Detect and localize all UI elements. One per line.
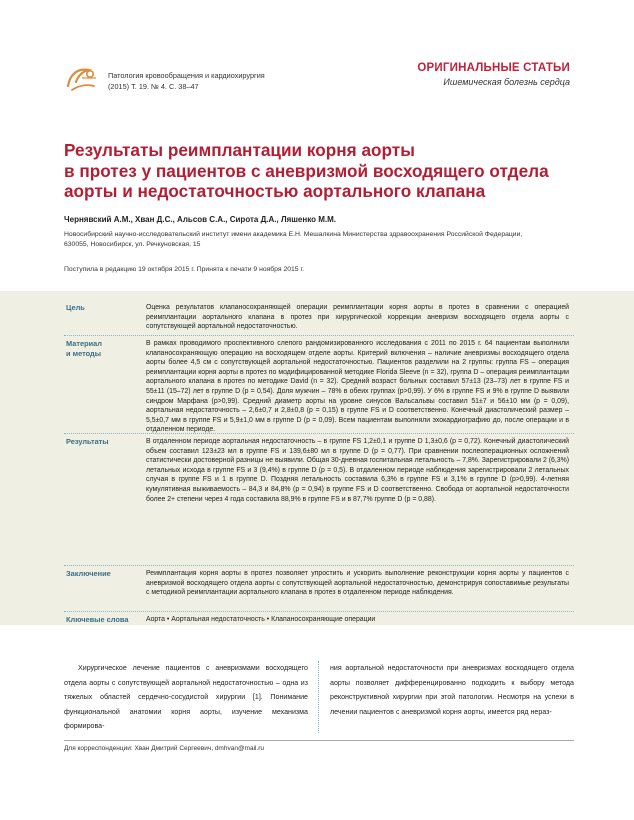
goal-label: Цель bbox=[66, 303, 85, 312]
methods-label-line: и методы bbox=[66, 349, 102, 358]
keywords-label: Ключевые слова bbox=[66, 615, 129, 624]
section-subtitle: Ишемическая болезнь сердца bbox=[443, 77, 570, 87]
affiliation-line: Новосибирский научно-исследовательский институт имени академика Е.Н. Мешалкина Министерства здравоохранения Российской Федерации, bbox=[64, 231, 523, 238]
divider bbox=[64, 611, 574, 612]
divider bbox=[64, 335, 574, 336]
keywords-text: Аорта • Аортальная недостаточность • Клапаносохраняющие операции bbox=[146, 616, 376, 623]
footnote-rule bbox=[64, 740, 574, 741]
body-column-left bbox=[64, 661, 308, 734]
journal-volume: (2015) Т. 19. № 4. С. 38–47 bbox=[108, 82, 199, 91]
section-title: ОРИГИНАЛЬНЫЕ СТАТЬИ bbox=[417, 62, 570, 74]
abstract-box bbox=[0, 291, 634, 625]
title-line: Результаты реимплантации корня аорты bbox=[64, 140, 415, 160]
article-title bbox=[64, 140, 584, 202]
results-text: В отдаленном периоде аортальная недостаточность – в группе FS 1,2±0,1 и группе D 1,3±0,6 (p = 0,72). Конечный диастолический объем составил 123±23 мл в группе FS и 139,6±80 мл в группе D (p = 0,77). При сравнении послеоперационных осложнений статистически достоверной разницы не выявили. Общая 30-дневная госпитальная летальность – 7,8%. Зарегистрировали 2 (6,3%) летальных исхода в группе FS и 3 (9,4%) в группе D (p = 0,5). В отдаленном периоде наблюдения зарегистрировали 2 летальных случая в группе FS и 1 в группе D. Поздняя летальность составила 6,3% в группе FS и 3,1% в группе D (p>0,99). 4-летняя кумулятивная выживаемость – 84,3 и 84,8% (p = 0,94) в группе FS и D соответственно. Свобода от аортальной недостаточности более 2+ степени через 4 года составила 88,9% в группе FS и в 87,7% группе D (p = 0,88). bbox=[146, 438, 569, 503]
conclusion-label: Заключение bbox=[66, 569, 111, 578]
title-line: аорты и недостаточностью аортального клапана bbox=[64, 181, 486, 201]
methods-label-line: Материал bbox=[66, 339, 102, 348]
section-heading bbox=[417, 62, 570, 87]
results-label: Результаты bbox=[66, 437, 109, 446]
body-column-right: ния аортальной недостаточности при аневризмах восходящего отдела аорты позволяет дифференцированно подходить к выбору метода реконструктивной хирургии при этой патологии. Несмотря на успехи в лечении пациентов с аневризмой корня аорты, имеется ряд нераз- bbox=[330, 664, 574, 716]
journal-name: Патология кровообращения и кардиохирургия bbox=[108, 71, 265, 80]
methods-text: В рамках проводимого проспективного слепого рандомизированного исследования с 2011 по 2015 г. 64 пациентам выполнили клапаносохраняющую операцию на восходящем отделе аорты. Критерий включения – наличие аневризмы восходящего отдела аорты более 4,5 см с сопутствующей аортальной недостаточностью. Пациентов разделили на 2 группы: группа FS – операция реимплантации корня аорты в протез по модифицированной методике Florida Sleeve (n = 32), группа D – операция реимплантации аортального клапана в протез по методике David (n = 32). Средний возраст больных составил 57±13 (23–73) лет в группе FS и 55±11 (15–72) лет в группе D (p = 0,54). Доля мужчин – 78% в обеих группах (p>0,99). У 6% в группе FS и 9% в группе D выявили синдром Марфана (p>0,99). Средний диаметр аорты на уровне синусов Вальсальвы составил 51±7 и 56±10 мм (p = 0,09), аортальная недостаточность – 2,6±0,7 и 2,8±0,8 (p = 0,15) в группе FS и D соответственно. Конечный диастолический размер – 5,5±0,7 мм в группе FS и 5,9±1,0 мм в группе D (p = 0,09). Всем пациентам выполняли эхокардиографию до, после операции и в отдаленном периоде. bbox=[146, 340, 569, 434]
conclusion-text: Реимплантация корня аорты в протез позволяет упростить и ускорить выполнение реконструкции корня аорты у пациентов с аневризмой восходящего отдела аорты с сопутствующей аортальной недостаточностью, демонстрируя сопоставимые результаты с методикой реимплантации аортального клапана в протез в отдаленном периоде наблюдения. bbox=[146, 570, 569, 597]
divider bbox=[64, 433, 574, 434]
affiliation bbox=[64, 230, 564, 250]
divider bbox=[64, 565, 574, 566]
goal-text: Оценка результатов клапаносохраняющей операции реимплантации корня аорты в протез в сравнении с операцией реимплантации аортального клапана в протез при хирургической коррекции аневризм восходящего отдела аорты с сопутствующей аортальной недостаточностью. bbox=[146, 304, 569, 331]
affiliation-line: 630055, Новосибирск, ул. Речкуновская, 15 bbox=[64, 241, 201, 248]
column-divider bbox=[318, 661, 319, 733]
journal-logo-icon bbox=[64, 64, 102, 94]
journal-citation bbox=[108, 70, 265, 92]
received-date: Поступила в редакцию 19 октября 2015 г. Принята к печати 9 ноября 2015 г. bbox=[64, 266, 305, 273]
authors: Чернявский А.М., Хван Д.С., Альсов С.А., Сирота Д.А., Ляшенко М.М. bbox=[64, 215, 336, 224]
correspondence-footnote: Для корреспонденции: Хван Дмитрий Сергеевич, dmhvan@mail.ru bbox=[64, 745, 265, 752]
title-line: в протез у пациентов с аневризмой восходящего отдела bbox=[64, 160, 549, 181]
body-paragraph: Хирургическое лечение пациентов с аневризмами восходящего отдела аорты с сопутствующей аортальной недостаточностью – одна из тяжелых областей сердечно-сосудистой хирургии [1]. Понимание функциональной анатомии корня аорты, изучение механизма формирова- bbox=[64, 664, 308, 730]
methods-label bbox=[66, 339, 134, 359]
